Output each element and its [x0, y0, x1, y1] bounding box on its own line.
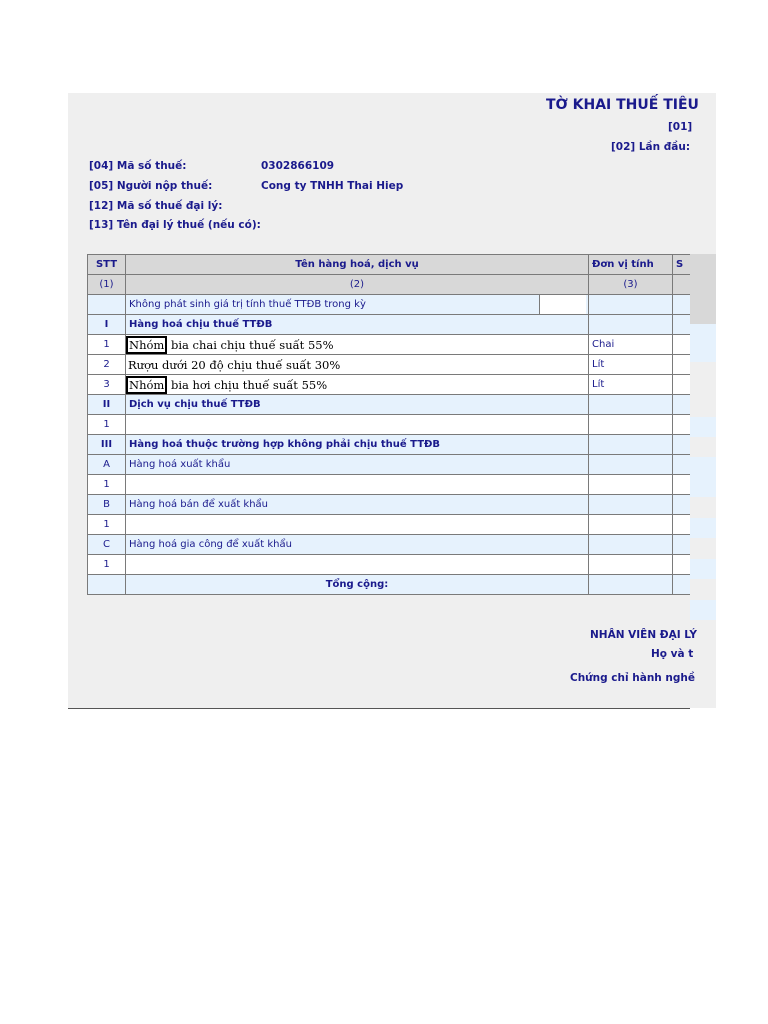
goods-name-cell[interactable]	[126, 515, 589, 535]
unit-cell	[589, 435, 673, 455]
extra-cell	[673, 555, 691, 575]
form-title: TỜ KHAI THUẾ TIÊU	[546, 97, 699, 113]
stt-cell: III	[88, 435, 126, 455]
col-name-header: Tên hàng hoá, dịch vụ	[126, 255, 589, 275]
unit-cell	[589, 395, 673, 415]
section-row	[88, 395, 691, 415]
checkbox-area[interactable]	[540, 295, 586, 314]
table-index-row	[88, 275, 691, 295]
unit-cell	[589, 535, 673, 555]
extra-cell	[673, 575, 691, 595]
table-row	[88, 355, 691, 375]
table-row	[88, 515, 691, 535]
unit-cell	[589, 495, 673, 515]
subsection-name-cell: Hàng hoá gia công để xuất khẩu	[126, 535, 589, 555]
goods-name-cell[interactable]	[126, 475, 589, 495]
payer-label: [05] Người nộp thuế:	[89, 180, 213, 192]
extra-cell	[673, 415, 691, 435]
index-cell: (2)	[126, 275, 589, 295]
table-row	[88, 555, 691, 575]
extra-cell	[673, 335, 691, 355]
goods-name-cell[interactable]	[126, 355, 589, 375]
goods-name-cell[interactable]	[126, 415, 589, 435]
section-name-cell: Dịch vụ chịu thuế TTĐB	[126, 395, 589, 415]
goods-name-rest: bia hơi chịu thuế suất 55%	[167, 377, 328, 392]
index-cell: (1)	[88, 275, 126, 295]
extra-cell	[673, 435, 691, 455]
stt-cell	[88, 295, 126, 315]
table-clip	[87, 254, 690, 634]
stt-cell: I	[88, 315, 126, 335]
tax-code-label: [04] Mã số thuế:	[89, 160, 187, 172]
boxed-word: Nhóm	[126, 336, 167, 354]
subsection-row	[88, 455, 691, 475]
col-stt-header: STT	[88, 255, 126, 275]
section-name-cell: Hàng hoá thuộc trường hợp không phải chịu thuế TTĐB	[126, 435, 589, 455]
goods-name	[126, 378, 327, 392]
no-value-cell[interactable]	[126, 295, 589, 315]
unit-cell[interactable]	[589, 415, 673, 435]
first-time-label: [02] Lần đầu:	[611, 141, 691, 153]
table-row	[88, 295, 691, 315]
stt-cell: 1	[88, 515, 126, 535]
agent-staff-label: NHÂN VIÊN ĐẠI LÝ	[590, 629, 697, 641]
stt-cell: 1	[88, 475, 126, 495]
page-margin	[716, 0, 768, 1024]
stt-cell: 3	[88, 375, 126, 395]
subsection-row	[88, 535, 691, 555]
no-value-label: Không phát sinh giá trị tính thuế TTĐB trong kỳ	[129, 299, 366, 310]
table-row	[88, 375, 691, 395]
table-row	[88, 475, 691, 495]
goods-table	[87, 254, 690, 595]
unit-cell	[589, 455, 673, 475]
unit-cell[interactable]	[589, 515, 673, 535]
section-row	[88, 435, 691, 455]
index-cell	[673, 275, 691, 295]
extra-cell	[673, 475, 691, 495]
goods-name-cell[interactable]	[126, 375, 589, 395]
tax-code-value: 0302866109	[261, 160, 335, 172]
extra-cell	[673, 455, 691, 475]
bottom-divider	[68, 708, 690, 709]
goods-name: Rượu dưới 20 độ chịu thuế suất 30%	[128, 357, 341, 372]
extra-cell	[673, 535, 691, 555]
stt-cell: B	[88, 495, 126, 515]
extra-cell	[673, 515, 691, 535]
stt-cell	[88, 575, 126, 595]
subsection-name-cell: Hàng hoá xuất khẩu	[126, 455, 589, 475]
extra-cell	[673, 495, 691, 515]
agent-name-label: [13] Tên đại lý thuế (nếu có):	[89, 219, 261, 231]
unit-cell[interactable]: Chai	[589, 335, 673, 355]
certificate-label: Chứng chỉ hành nghề	[570, 672, 696, 684]
boxed-word: Nhóm	[126, 376, 167, 394]
full-name-label: Họ và t	[651, 648, 694, 660]
goods-name-rest: bia chai chịu thuế suất 55%	[167, 337, 334, 352]
unit-cell[interactable]	[589, 555, 673, 575]
table-header-row	[88, 255, 691, 275]
stt-cell: 1	[88, 555, 126, 575]
unit-cell[interactable]: Lít	[589, 375, 673, 395]
stt-cell: C	[88, 535, 126, 555]
stt-cell: 2	[88, 355, 126, 375]
stt-cell: II	[88, 395, 126, 415]
unit-cell[interactable]: Lít	[589, 355, 673, 375]
agent-tax-code-label: [12] Mã số thuế đại lý:	[89, 200, 223, 212]
table-row	[88, 415, 691, 435]
extra-cell	[673, 375, 691, 395]
total-row	[88, 575, 691, 595]
unit-cell	[589, 315, 673, 335]
section-row	[88, 315, 691, 335]
unit-cell[interactable]	[589, 475, 673, 495]
stt-cell: 1	[88, 415, 126, 435]
stt-cell: 1	[88, 335, 126, 355]
goods-name-cell[interactable]	[126, 335, 589, 355]
extra-cell	[673, 355, 691, 375]
payer-value: Cong ty TNHH Thai Hiep	[261, 180, 404, 192]
goods-name	[126, 338, 334, 352]
section-name-cell: Hàng hoá chịu thuế TTĐB	[126, 315, 589, 335]
extra-cell	[673, 295, 691, 315]
unit-cell	[589, 575, 673, 595]
goods-name-cell[interactable]	[126, 555, 589, 575]
col-next-header: S	[673, 255, 691, 275]
stt-cell: A	[88, 455, 126, 475]
extra-cell	[673, 395, 691, 415]
subsection-row	[88, 495, 691, 515]
extra-cell	[673, 315, 691, 335]
cropped-column-strip	[690, 93, 716, 708]
total-label: Tổng cộng:	[126, 575, 589, 595]
unit-cell	[589, 295, 673, 315]
table-row	[88, 335, 691, 355]
code-01-label: [01]	[668, 121, 693, 133]
col-unit-header: Đơn vị tính	[589, 255, 673, 275]
subsection-name-cell: Hàng hoá bán để xuất khẩu	[126, 495, 589, 515]
index-cell: (3)	[589, 275, 673, 295]
